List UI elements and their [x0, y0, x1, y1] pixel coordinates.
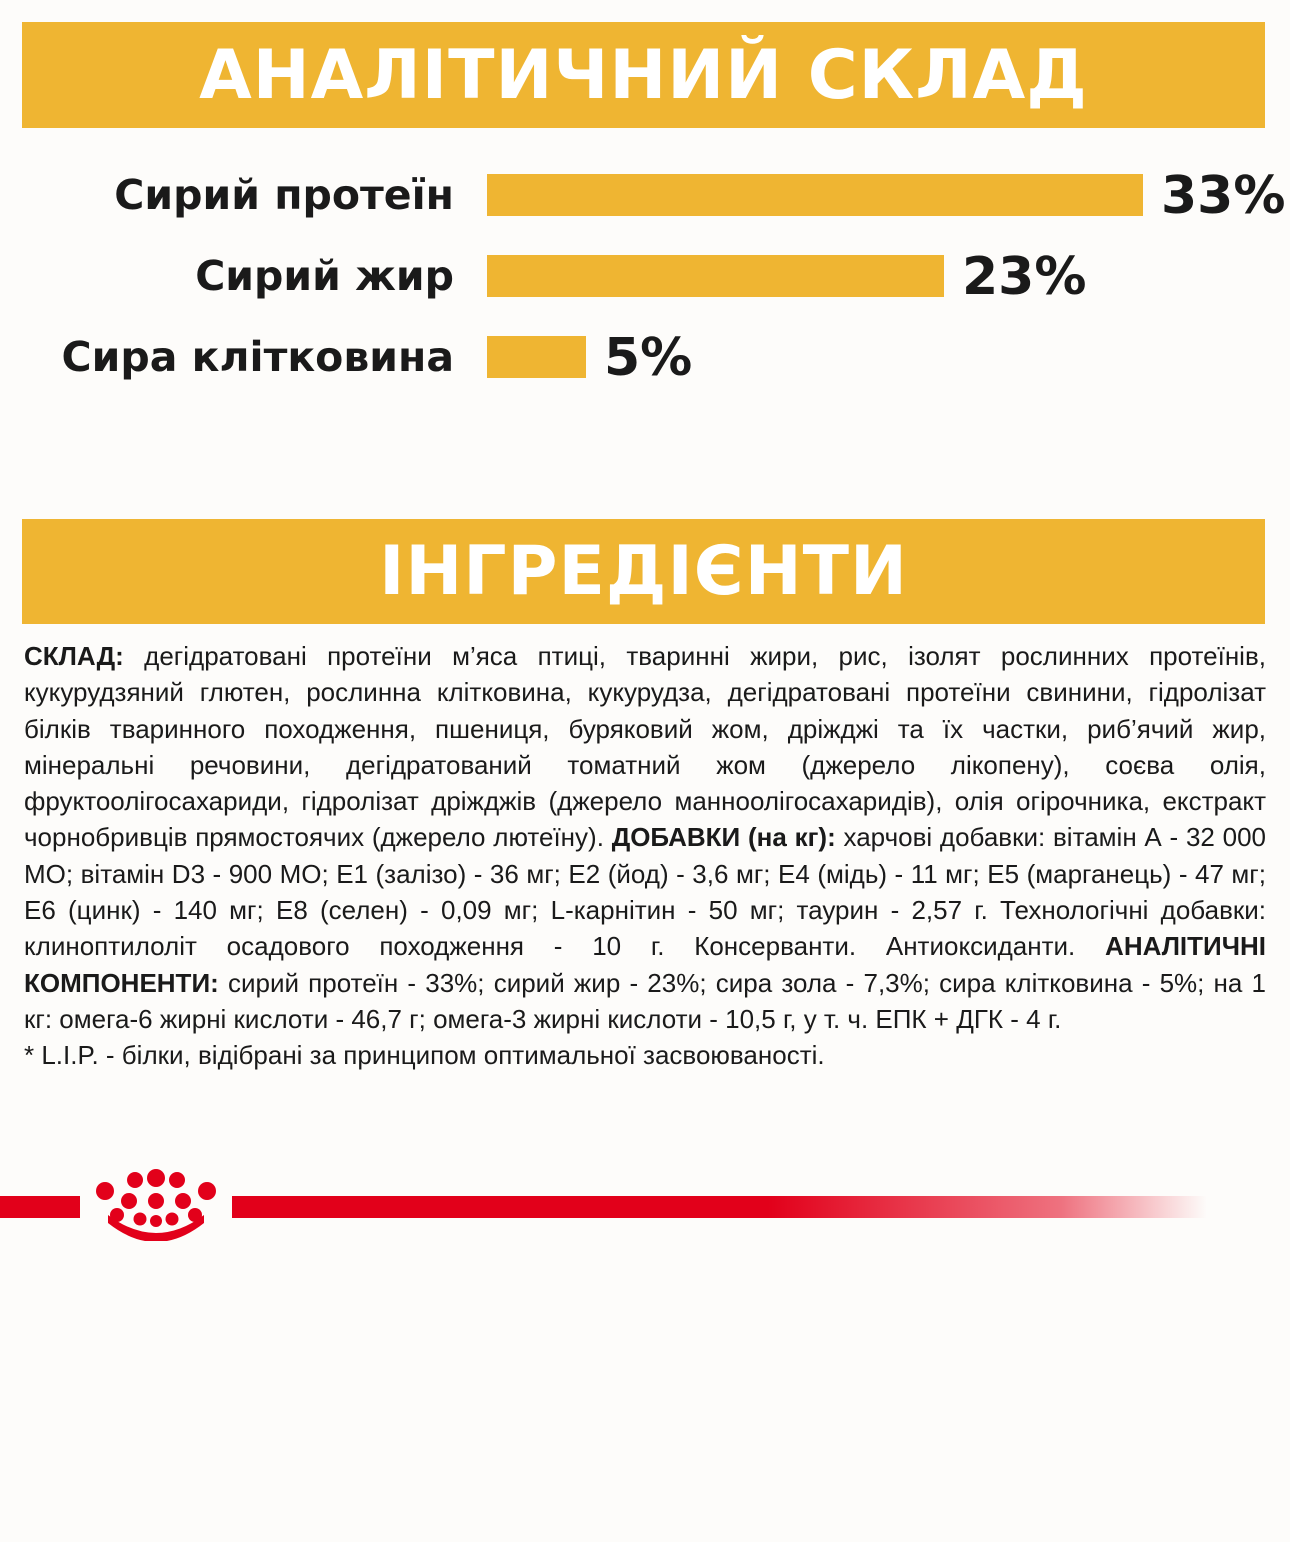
footer-line-left [0, 1196, 80, 1218]
composition-label: СКЛАД: [24, 641, 124, 671]
footer-line-right [232, 1196, 1207, 1218]
bar-value-label: 23% [962, 247, 1087, 307]
analysis-header [22, 22, 1265, 128]
ingredients-text [24, 638, 1266, 1074]
analysis-title: АНАЛІТИЧНИЙ СКЛАД [199, 35, 1088, 115]
bar [487, 174, 1143, 216]
bar-label: Сира клітковина [61, 333, 454, 381]
ingredients-header [22, 519, 1265, 624]
ingredients-title: ІНГРЕДІЄНТИ [379, 532, 908, 611]
bar [487, 255, 944, 297]
royal-canin-crown-icon [88, 1165, 224, 1241]
bar-value-label: 33% [1161, 166, 1286, 226]
analytical-components-label: АНАЛІТИЧНІ КОМПОНЕНТИ: [24, 931, 1266, 998]
bar [487, 336, 586, 378]
bar-label: Сирий жир [195, 252, 454, 300]
additives-text: харчові добавки: вітамін А - 32 000 МО; вітамін D3 - 900 МО; Е1 (залізо) - 36 мг; Е2 (йод) - 3,6 мг; Е4 (мідь) - 11 мг; Е5 (марганець) - 47 мг; Е6 (цинк) - 140 мг; Е8 (селен) - 0,09 мг; L-карнітин - 50 мг; таурин - 2,57 г. Технологічні добавки: клиноптилоліт осадового походження - 10 г. Консерванти. Антиоксиданти. [24, 822, 1267, 962]
analytical-components-text: сирий протеїн - 33%; сирий жир - 23%; сира зола - 7,3%; сира клітковина - 5%; на 1 кг: омега-6 жирні кислоти - 46,7 г; омега-3 жирні кислоти - 10,5 г, у т. ч. ЕПК + ДГК - 4 г. [24, 967, 1266, 1034]
additives-label: ДОБАВКИ (на кг): [611, 822, 836, 853]
bar-value-label: 5% [604, 328, 693, 388]
bar-label: Сирий протеїн [114, 171, 454, 219]
lip-footnote: * L.I.P. - білки, відібрані за принципом оптимальної засвоюваності. [24, 1040, 825, 1071]
composition-text: дегідратовані протеїни м’яса птиці, тваринні жири, рис, ізолят рослинних протеїнів, кукурудзяний глютен, рослинна клітковина, кукурудза, дегідратовані протеїни свинини, гідролізат білків тваринного походження, пшениця, буряковий жом, дріжджі та їх частки, риб’ячий жир, мінеральні речовини, дегідратований томатний жом (джерело лікопену), соєва олія, фруктоолігосахариди, гідролізат дріжджів (джерело манноолігосахаридів), олія огірочника, екстракт чорнобривців прямостоячих (джерело лютеїну). [24, 641, 1266, 853]
